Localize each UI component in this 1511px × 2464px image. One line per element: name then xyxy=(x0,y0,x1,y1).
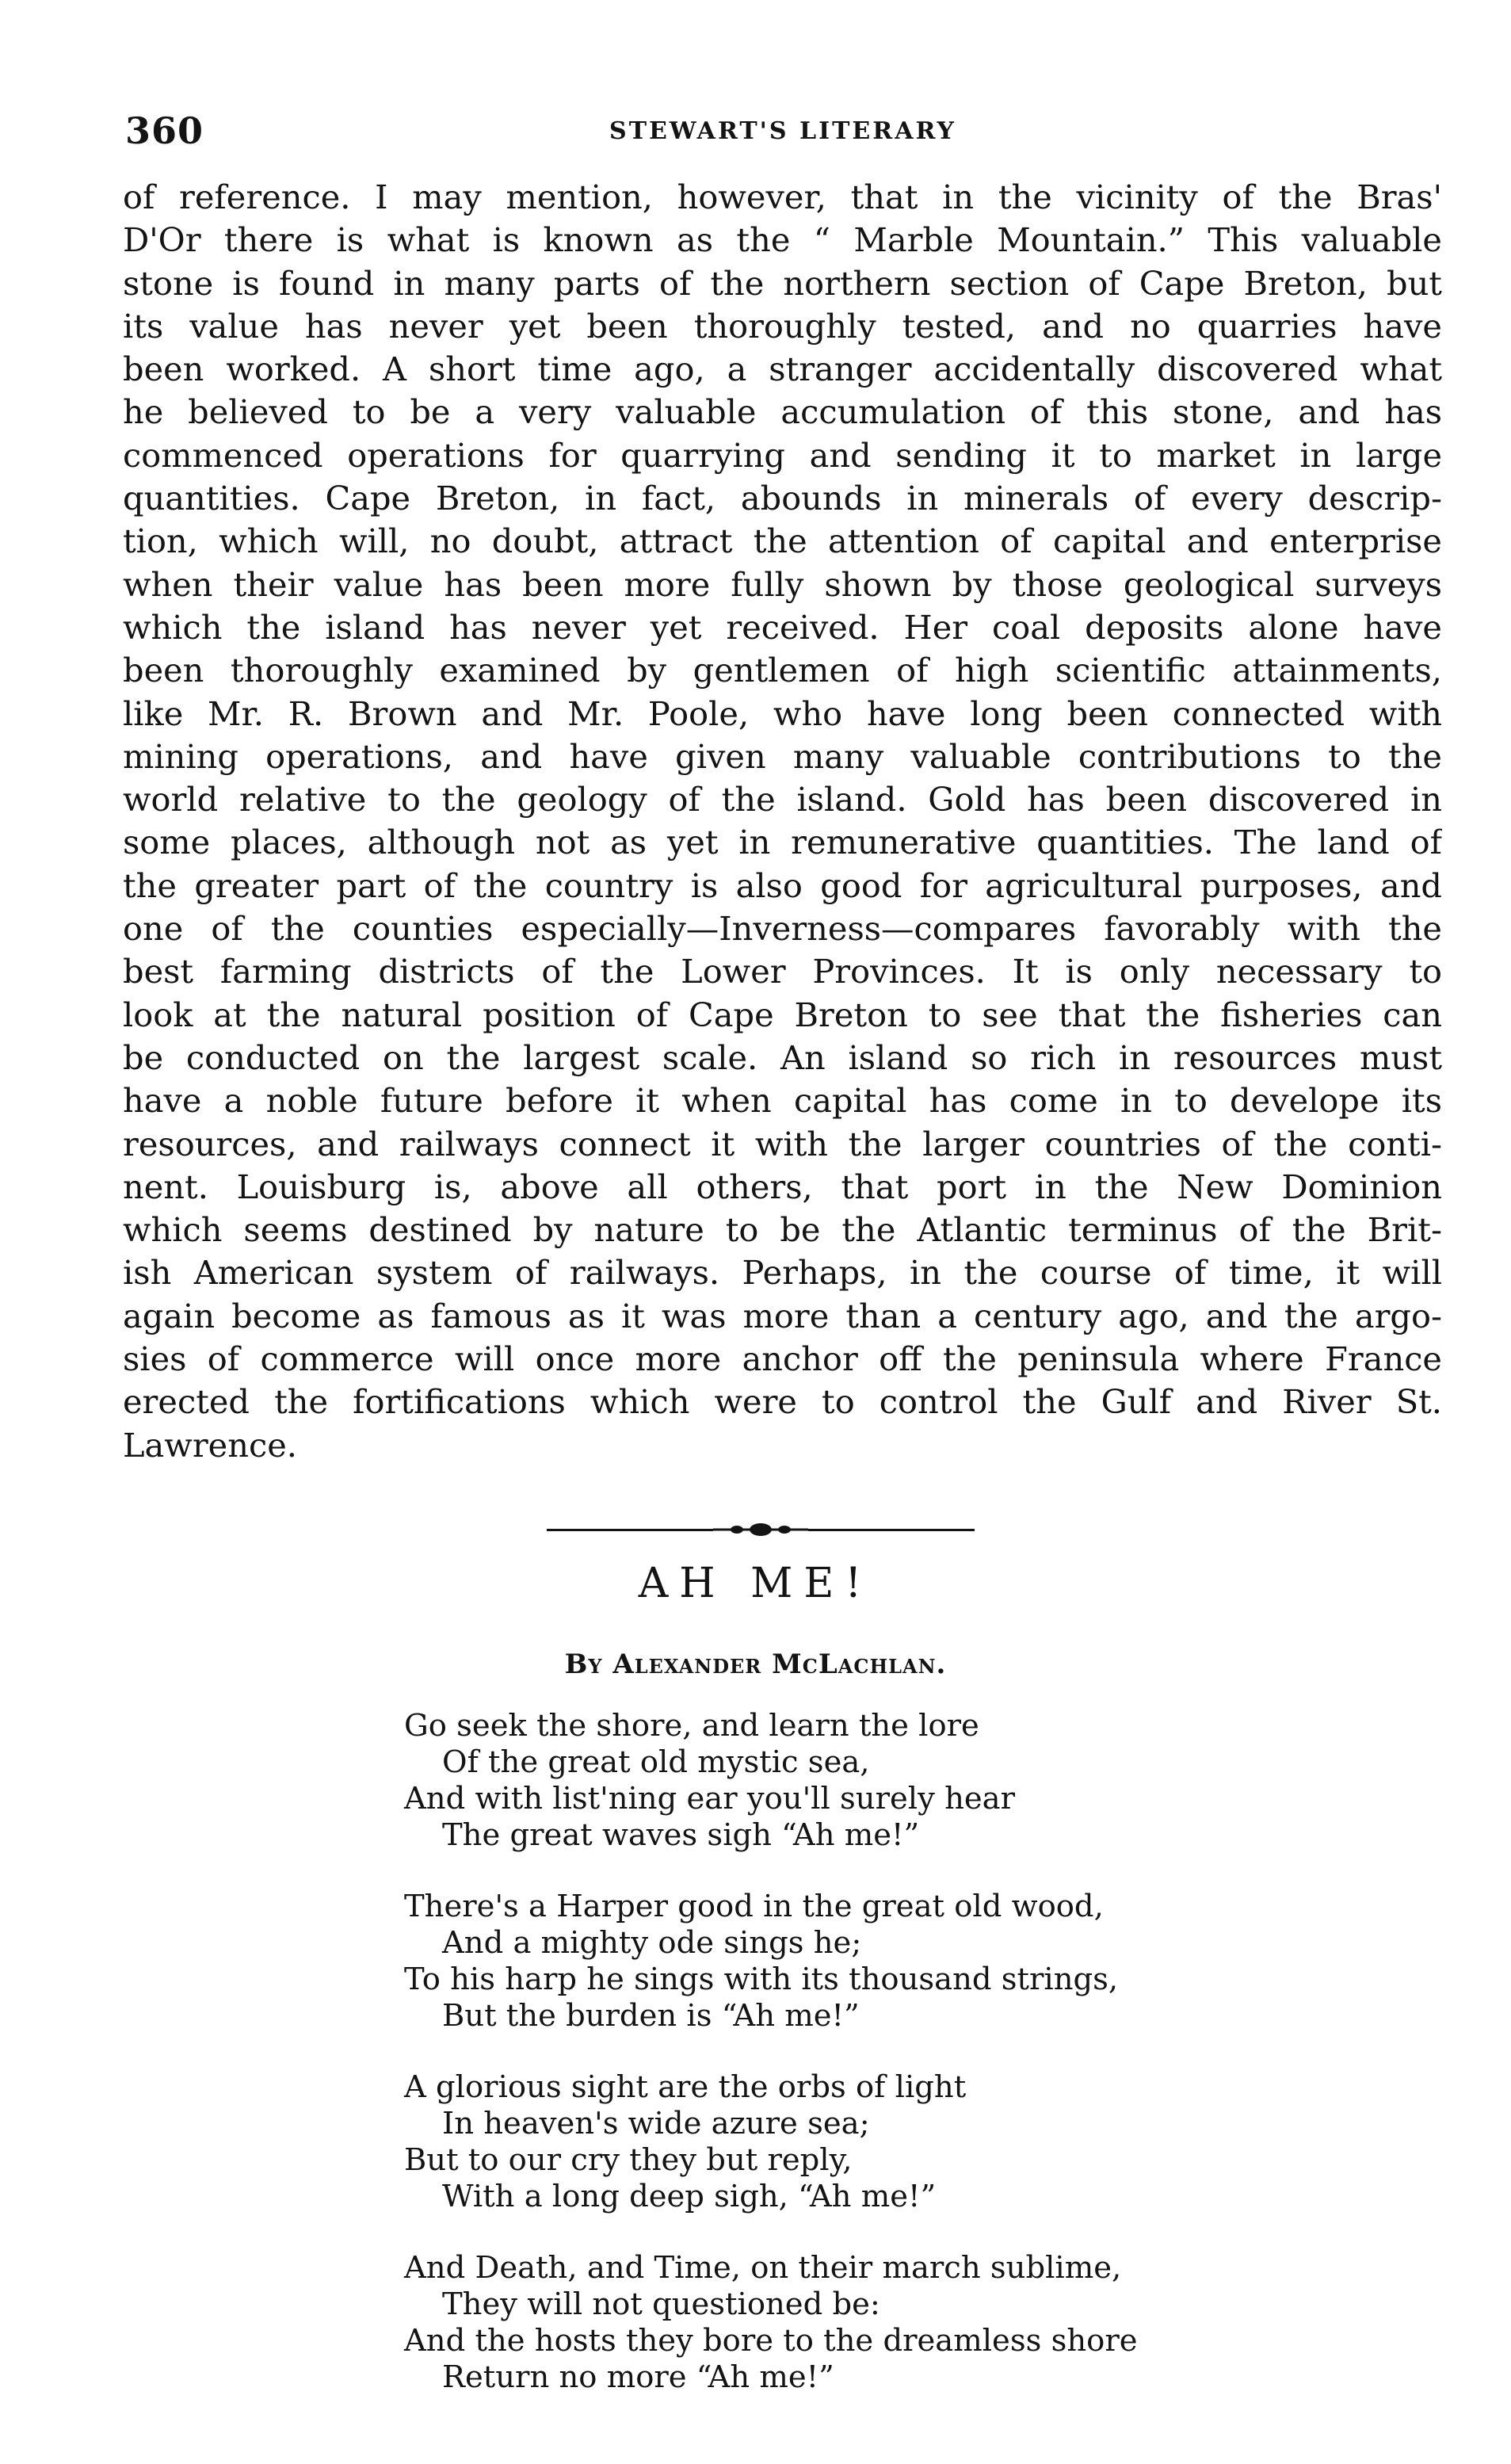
text-line: erected the fortifications which were to control the Gulf and River St. xyxy=(123,1382,1442,1422)
text-line: Lawrence. xyxy=(123,1425,297,1465)
article-body xyxy=(123,176,1442,1467)
verse-line: A glorious sight are the orbs of light xyxy=(404,2069,967,2105)
text-line: been thoroughly examined by gentlemen of high scientific attainments, xyxy=(123,651,1442,690)
running-head xyxy=(125,109,1440,157)
text-line: quantities. Cape Breton, in fact, abounds in minerals of every descrip- xyxy=(123,479,1442,518)
poem-title: AH ME! xyxy=(638,1560,873,1607)
text-line: one of the counties especially—Inverness—compares favorably with the xyxy=(123,909,1442,949)
verse-line: And with list'ning ear you'll surely hear xyxy=(404,1781,1016,1816)
text-line: like Mr. R. Brown and Mr. Poole, who have long been connected with xyxy=(123,693,1442,733)
text-line: stone is found in many parts of the northern section of Cape Breton, but xyxy=(123,263,1442,303)
verse-line: Go seek the shore, and learn the lore xyxy=(404,1708,979,1744)
page-number: 360 xyxy=(125,109,204,152)
text-line: of reference. I may mention, however, that in the vicinity of the Bras' xyxy=(123,178,1442,216)
text-line: world relative to the geology of the island. Gold has been discovered in xyxy=(123,780,1442,819)
divider-ornament-icon xyxy=(713,1522,808,1538)
verse-line: And a mighty ode sings he; xyxy=(442,1925,862,1961)
divider-rule-right xyxy=(808,1529,975,1531)
verse-line: But the burden is “Ah me!” xyxy=(442,1998,860,2034)
text-line: commenced operations for quarrying and sending it to market in large xyxy=(123,435,1442,475)
text-line: sies of commerce will once more anchor off the peninsula where France xyxy=(123,1339,1442,1379)
text-line: D'Or there is what is known as the “ Marble Mountain.” This valuable xyxy=(123,220,1442,260)
text-line: resources, and railways connect it with the larger countries of the conti- xyxy=(123,1124,1442,1163)
verse-line: And the hosts they bore to the dreamless shore xyxy=(404,2323,1138,2359)
verse-line: And Death, and Time, on their march sublime, xyxy=(404,2250,1122,2286)
stanza xyxy=(404,1708,1276,1854)
poem-body xyxy=(404,1708,1276,2431)
text-line: mining operations, and have given many valuable contributions to the xyxy=(123,736,1442,776)
verse-line: Of the great old mystic sea, xyxy=(442,1744,870,1780)
verse-line: With a long deep sigh, “Ah me!” xyxy=(442,2179,937,2214)
text-line: again become as famous as it was more than a century ago, and the argo- xyxy=(123,1296,1442,1335)
text-line: the greater part of the country is also good for agricultural purposes, and xyxy=(123,865,1442,905)
text-line: be conducted on the largest scale. An island so rich in resources must xyxy=(123,1037,1442,1077)
verse-line: But to our cry they but reply, xyxy=(404,2142,853,2178)
poem-author: By Alexander McLachlan. xyxy=(564,1648,947,1680)
stanza xyxy=(404,2069,1276,2215)
text-line: tion, which will, no doubt, attract the attention of capital and enterprise xyxy=(123,521,1442,561)
text-line: nent. Louisburg is, above all others, that port in the New Dominion xyxy=(123,1167,1442,1206)
journal-title: STEWART'S LITERARY xyxy=(609,117,956,145)
verse-line: There's a Harper good in the great old wood, xyxy=(404,1889,1104,1924)
stanza xyxy=(404,1889,1276,2034)
text-line: he believed to be a very valuable accumulation of this stone, and has xyxy=(123,392,1442,432)
text-line: best farming districts of the Lower Provinces. It is only necessary to xyxy=(123,952,1442,991)
verse-line: To his harp he sings with its thousand strings, xyxy=(404,1962,1119,1997)
text-line: have a noble future before it when capital has come in to develope its xyxy=(123,1081,1442,1121)
verse-line: The great waves sigh “Ah me!” xyxy=(442,1817,920,1853)
text-line: which seems destined by nature to be the Atlantic terminus of the Brit- xyxy=(123,1210,1442,1250)
text-line: its value has never yet been thoroughly tested, and no quarries have xyxy=(123,306,1442,346)
text-line: look at the natural position of Cape Breton to see that the fisheries can xyxy=(123,995,1442,1034)
divider-rule-left xyxy=(547,1529,713,1531)
section-divider xyxy=(547,1522,975,1538)
verse-line: They will not questioned be: xyxy=(442,2286,880,2322)
text-line: some places, although not as yet in remunerative quantities. The land of xyxy=(123,823,1442,862)
text-line: been worked. A short time ago, a stranger accidentally discovered what xyxy=(123,350,1442,389)
text-line: when their value has been more fully shown by those geological surveys xyxy=(123,564,1442,604)
stanza xyxy=(404,2250,1276,2396)
verse-line: In heaven's wide azure sea; xyxy=(442,2106,870,2141)
verse-line: Return no more “Ah me!” xyxy=(442,2359,834,2395)
text-line: which the island has never yet received. Her coal deposits alone have xyxy=(123,607,1442,647)
text-line: ish American system of railways. Perhaps, in the course of time, it will xyxy=(123,1253,1442,1293)
